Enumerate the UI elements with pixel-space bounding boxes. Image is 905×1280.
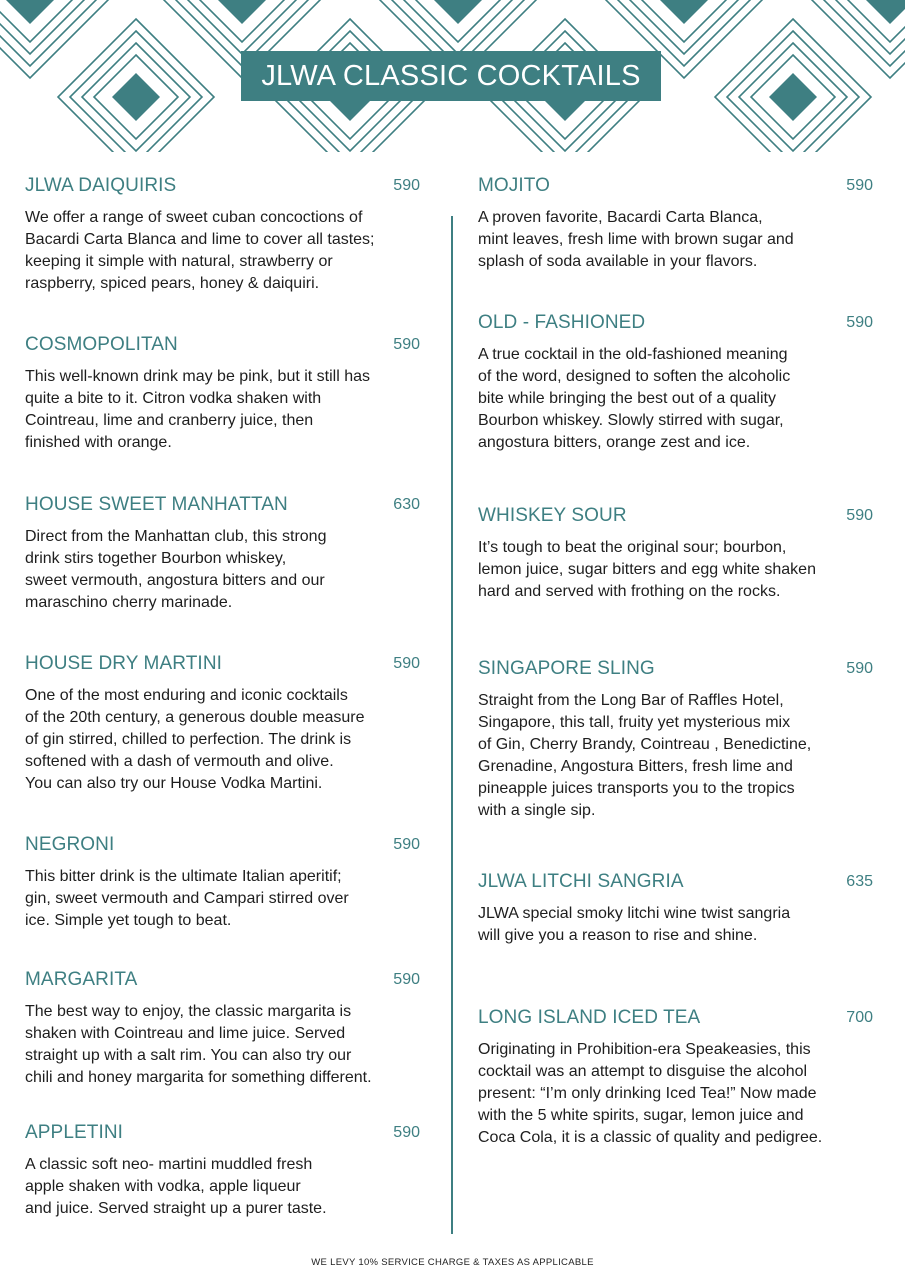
item-price: 590 [393,971,420,988]
header-banner [0,0,905,152]
item-price: 590 [393,836,420,853]
menu-item-jlwa-daiquiris [25,175,425,295]
item-name: NEGRONI [25,834,115,855]
item-price: 590 [846,177,873,194]
menu-item-old-fashioned [478,312,878,454]
menu-item-house-sweet-manhattan [25,494,425,614]
item-price: 590 [393,177,420,194]
item-price: 630 [393,496,420,513]
item-name: OLD - FASHIONED [478,312,646,333]
menu-item-margarita [25,969,425,1089]
item-description: Direct from the Manhattan club, this strong drink stirs together Bourbon whiskey, sweet vermouth, angostura bitters and our maraschino cherry marinade. [25,528,327,611]
menu-item-negroni [25,834,425,932]
menu-item-singapore-sling [478,658,878,822]
diamond-fill [218,0,266,24]
item-name: JLWA LITCHI SANGRIA [478,871,684,892]
item-description: A proven favorite, Bacardi Carta Blanca, mint leaves, fresh lime with brown sugar and splash of soda available in your flavors. [478,209,794,270]
diamond-outline [0,0,108,78]
diamond-fill [660,0,708,24]
service-charge-note: WE LEVY 10% SERVICE CHARGE & TAXES AS APPLICABLE [311,1257,594,1268]
item-price: 700 [846,1009,873,1026]
item-description: Originating in Prohibition-era Speakeasies, this cocktail was an attempt to disguise the alcohol present: “I’m only drinking Iced Tea!” Now made with the 5 white spirits, sugar, lemon juice and Coca Cola, it is a classic of quality and pedigree. [478,1041,823,1146]
item-price: 590 [393,1124,420,1141]
item-name: SINGAPORE SLING [478,658,655,679]
menu-item-long-island-iced-tea [478,1007,878,1149]
item-description: One of the most enduring and iconic cocktails of the 20th century, a generous double measure of gin stirred, chilled to perfection. The drink is softened with a dash of vermouth and olive. You can also try our House Vodka Martini. [25,687,365,792]
item-description: This well-known drink may be pink, but it still has quite a bite to it. Citron vodka shaken with Cointreau, lime and cranberry juice, then finished with orange. [25,368,371,451]
item-price: 590 [846,660,873,677]
item-price: 635 [846,873,873,890]
item-price: 590 [393,655,420,672]
item-description: The best way to enjoy, the classic margarita is shaken with Cointreau and lime juice. Served straight up with a salt rim. You can also try our chili and honey margarita for something different. [25,1003,372,1086]
item-name: LONG ISLAND ICED TEA [478,1007,701,1028]
menu-item-mojito [478,175,878,273]
item-description: JLWA special smoky litchi wine twist sangria will give you a reason to rise and shine. [478,905,791,944]
menu-item-cosmopolitan [25,334,425,454]
item-description: Straight from the Long Bar of Raffles Hotel, Singapore, this tall, fruity yet mysterious mix of Gin, Cherry Brandy, Cointreau , Benedictine, Grenadine, Angostura Bitters, fresh lime and pineapple juices transports you to the tropics with a single sip. [478,692,812,819]
item-price: 590 [846,507,873,524]
item-name: MARGARITA [25,969,138,990]
item-price: 590 [393,336,420,353]
item-name: MOJITO [478,175,551,196]
diamond-fill [112,73,160,121]
diamond-fill [866,0,905,24]
item-name: WHISKEY SOUR [478,505,627,526]
item-description: It’s tough to beat the original sour; bourbon, lemon juice, sugar bitters and egg white shaken hard and served with frothing on the rocks. [478,539,816,600]
menu-item-house-dry-martini [25,653,425,795]
diamond-fill [6,0,54,24]
item-price: 590 [846,314,873,331]
item-description: A classic soft neo- martini muddled fresh apple shaken with vodka, apple liqueur and juice. Served straight up a purer taste. [25,1156,327,1217]
diamond-fill [769,73,817,121]
diamond-outline [0,0,96,66]
menu-title: JLWA CLASSIC COCKTAILS [241,51,661,101]
item-description: This bitter drink is the ultimate Italian aperitif; gin, sweet vermouth and Campari stirred over ice. Simple yet tough to beat. [25,868,349,929]
column-divider [451,216,453,1234]
item-description: We offer a range of sweet cuban concoctions of Bacardi Carta Blanca and lime to cover all tastes; keeping it simple with natural, strawberry or raspberry, spiced pears, honey & daiquiri. [25,209,375,292]
menu-item-whiskey-sour [478,505,878,603]
item-name: JLWA DAIQUIRIS [25,175,177,196]
item-description: A true cocktail in the old-fashioned meaning of the word, designed to soften the alcoholic bite while bringing the best out of a quality Bourbon whiskey. Slowly stirred with sugar, angostura bitters, orange zest and ice. [478,346,791,451]
item-name: HOUSE SWEET MANHATTAN [25,494,288,515]
item-name: COSMOPOLITAN [25,334,178,355]
diamond-fill [434,0,482,24]
menu-item-jlwa-litchi-sangria [478,871,878,947]
menu-item-appletini [25,1122,425,1220]
item-name: APPLETINI [25,1122,124,1143]
item-name: HOUSE DRY MARTINI [25,653,223,674]
